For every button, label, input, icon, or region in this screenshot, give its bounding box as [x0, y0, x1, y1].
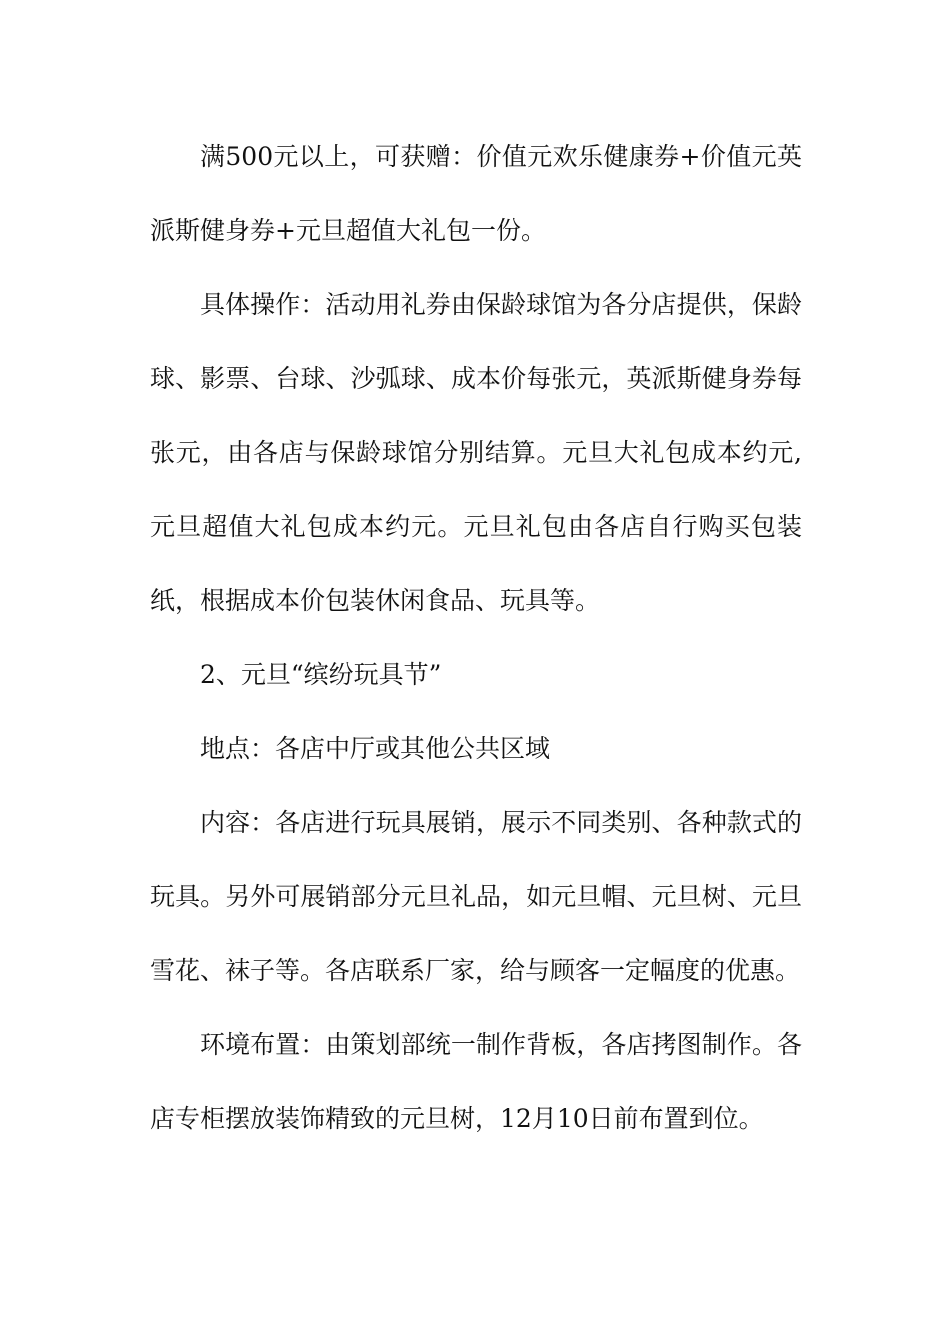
paragraph-content: 内容：各店进行玩具展销，展示不同类别、各种款式的玩具。另外可展销部分元旦礼品，如元旦帽、元旦树、元旦雪花、袜子等。各店联系厂家，给与顾客一定幅度的优惠。 [150, 808, 802, 985]
paragraph-operation: 具体操作：活动用礼券由保龄球馆为各分店提供，保龄球、影票、台球、沙弧球、成本价每张元，英派斯健身券每张元，由各店与保龄球馆分别结算。元旦大礼包成本约元,元旦超值大礼包成本约元。元旦礼包由各店自行购买包装纸，根据成本价包装休闲食品、玩具等。 [150, 290, 802, 615]
document-body [150, 120, 802, 1156]
paragraph-location: 地点：各店中厅或其他公共区域 [200, 734, 551, 763]
paragraph-gift-offer: 满500元以上，可获赠：价值元欢乐健康券+价值元英派斯健身券+元旦超值大礼包一份。 [150, 142, 802, 245]
paragraph-section-heading: 2、元旦“缤纷玩具节” [200, 660, 442, 689]
paragraph-environment: 环境布置：由策划部统一制作背板，各店拷图制作。各店专柜摆放装饰精致的元旦树，12月10日前布置到位。 [150, 1030, 802, 1133]
